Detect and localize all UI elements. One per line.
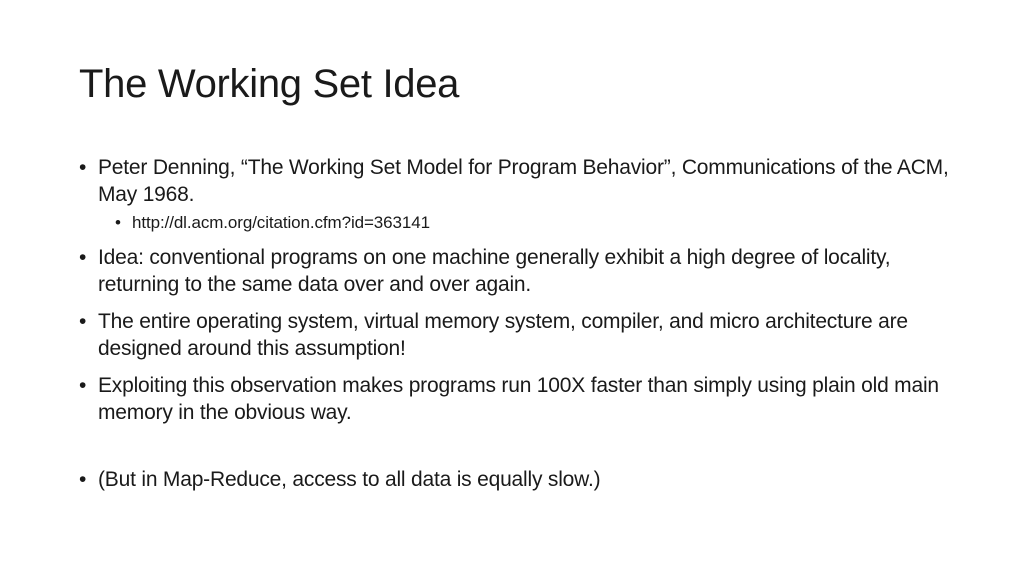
bullet-item [79,308,959,362]
bullet-text: Exploiting this observation makes programs run 100X faster than simply using plain old main memory in the obvious way. [98,374,939,424]
bullet-text: Idea: conventional programs on one machine generally exhibit a high degree of locality, returning to the same data over and over again. [98,246,891,296]
bullet-item [79,466,959,493]
bullet-icon: • [79,246,87,269]
citation-link[interactable]: http://dl.acm.org/citation.cfm?id=363141 [132,213,430,232]
bullet-list [79,154,959,503]
sub-bullet-item [115,212,959,234]
bullet-item [79,244,959,298]
bullet-icon: • [115,213,121,232]
bullet-icon: • [79,468,87,491]
bullet-text: Peter Denning, “The Working Set Model for Program Behavior”, Communications of the ACM, May 1968. [98,156,949,206]
bullet-icon: • [79,374,87,397]
bullet-item [79,372,959,426]
bullet-text: The entire operating system, virtual memory system, compiler, and micro architecture are designed around this assumption! [98,310,908,360]
spacer [79,436,959,466]
bullet-icon: • [79,310,87,333]
slide-title: The Working Set Idea [79,62,460,106]
bullet-text: (But in Map-Reduce, access to all data is equally slow.) [98,468,601,491]
bullet-item [79,154,959,208]
bullet-icon: • [79,156,87,179]
